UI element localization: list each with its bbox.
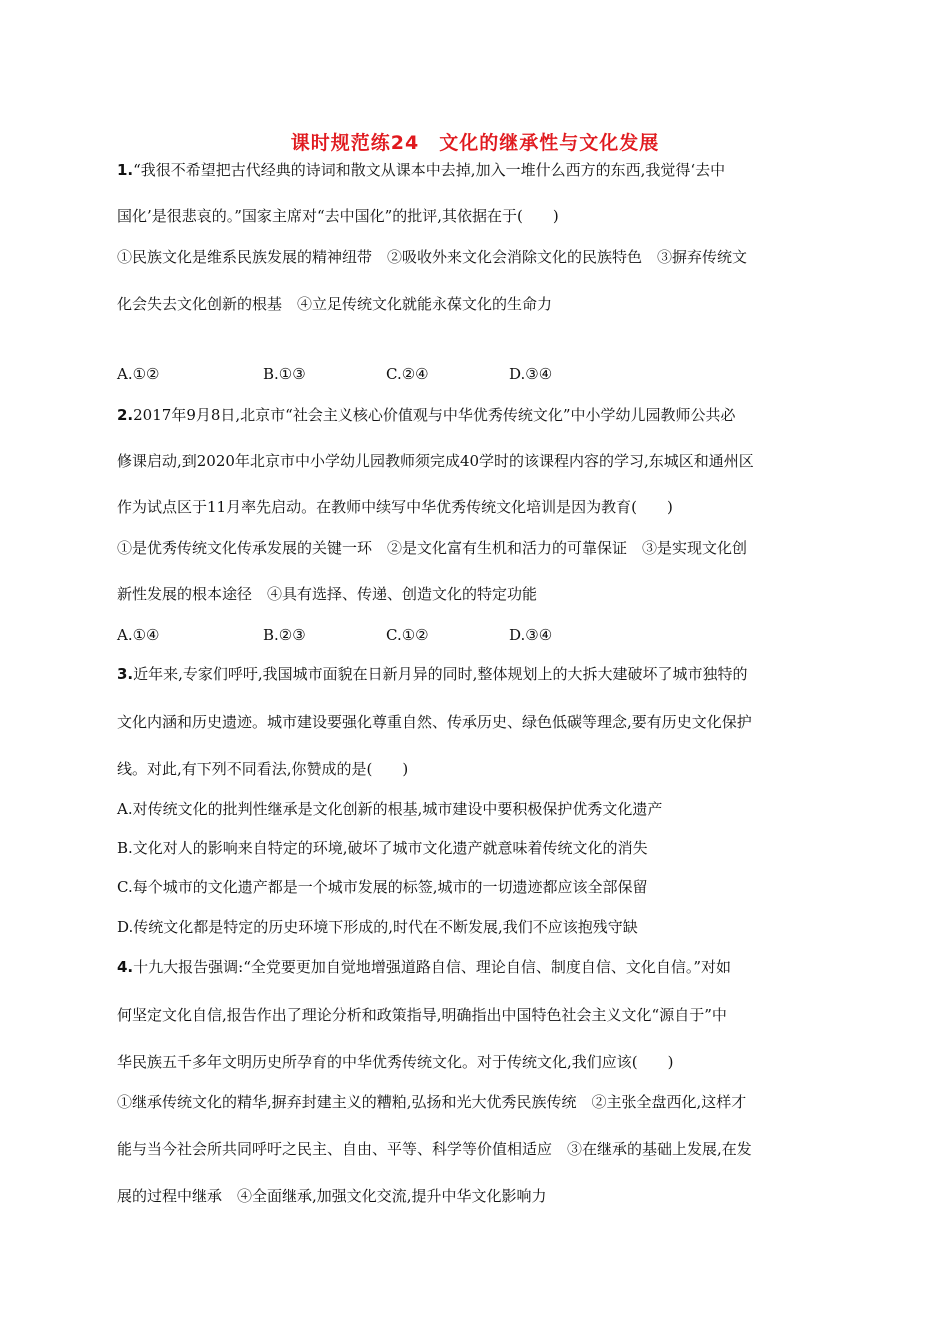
- question-2-line-1: 2.2017年9月8日,北京市“社会主义核心价值观与中华优秀传统文化”中小学幼儿园教师公共必: [117, 406, 736, 424]
- question-1-line-3: ①民族文化是维系民族发展的精神纽带 ②吸收外来文化会消除文化的民族特色 ③摒弃传统文: [117, 248, 748, 266]
- question-1-option-b: B.①③: [263, 365, 306, 383]
- question-3-option-d: D.传统文化都是特定的历史环境下形成的,时代在不断发展,我们不应该抱残守缺: [117, 918, 638, 936]
- question-4-line-4: ①继承传统文化的精华,摒弃封建主义的糟粕,弘扬和光大优秀民族传统 ②主张全盘西化,这样才: [117, 1093, 747, 1111]
- question-4-number: 4.: [117, 958, 134, 976]
- question-1-line-4: 化会失去文化创新的根基 ④立足传统文化就能永葆文化的生命力: [117, 295, 553, 313]
- question-1-number: 1.: [117, 161, 134, 179]
- question-1-line-2: 国化’是很悲哀的。”国家主席对“去中国化”的批评,其依据在于( ): [117, 207, 559, 225]
- question-1-option-d: D.③④: [509, 365, 553, 383]
- question-4-line-5: 能与当今社会所共同呼吁之民主、自由、平等、科学等价值相适应 ③在继承的基础上发展,在发: [117, 1140, 752, 1158]
- page-title: 课时规范练24 文化的继承性与文化发展: [290, 132, 660, 154]
- question-2-line-3: 作为试点区于11月率先启动。在教师中续写中华优秀传统文化培训是因为教育( ): [117, 498, 673, 516]
- question-1-option-c: C.②④: [386, 365, 429, 383]
- question-2-option-b: B.②③: [263, 626, 306, 644]
- question-2-line-5: 新性发展的根本途径 ④具有选择、传递、创造文化的特定功能: [117, 585, 538, 603]
- question-4-line-1: 4.十九大报告强调:“全党要更加自觉地增强道路自信、理论自信、制度自信、文化自信。”对如: [117, 958, 732, 976]
- question-3-number: 3.: [117, 665, 134, 683]
- question-3-line-3: 线。对此,有下列不同看法,你赞成的是( ): [117, 760, 409, 778]
- question-2-option-d: D.③④: [509, 626, 553, 644]
- question-3-option-c: C.每个城市的文化遗产都是一个城市发展的标签,城市的一切遗迹都应该全部保留: [117, 878, 648, 896]
- question-1-line-1: 1.“我很不希望把古代经典的诗词和散文从课本中去掉,加入一堆什么西方的东西,我觉得‘去中: [117, 161, 726, 179]
- question-3-option-b: B.文化对人的影响来自特定的环境,破坏了城市文化遗产就意味着传统文化的消失: [117, 839, 648, 857]
- question-3-line-1: 3.近年来,专家们呼吁,我国城市面貌在日新月异的同时,整体规划上的大拆大建破坏了城市独特的: [117, 665, 748, 683]
- question-2-option-a: A.①④: [117, 626, 160, 644]
- question-2-number: 2.: [117, 406, 134, 424]
- question-2-option-c: C.①②: [386, 626, 429, 644]
- question-3-line-2: 文化内涵和历史遗迹。城市建设要强化尊重自然、传承历史、绿色低碳等理念,要有历史文化保护: [117, 713, 752, 731]
- question-3-option-a: A.对传统文化的批判性继承是文化创新的根基,城市建设中要积极保护优秀文化遗产: [117, 800, 663, 818]
- question-2-line-4: ①是优秀传统文化传承发展的关键一环 ②是文化富有生机和活力的可靠保证 ③是实现文化创: [117, 539, 748, 557]
- question-1-option-a: A.①②: [117, 365, 160, 383]
- question-2-line-2: 修课启动,到2020年北京市中小学幼儿园教师须完成40学时的该课程内容的学习,东城区和通州区: [117, 452, 754, 470]
- question-4-line-2: 何坚定文化自信,报告作出了理论分析和政策指导,明确指出中国特色社会主义文化“源自于”中: [117, 1006, 727, 1024]
- question-4-line-3: 华民族五千多年文明历史所孕育的中华优秀传统文化。对于传统文化,我们应该( ): [117, 1053, 674, 1071]
- question-4-line-6: 展的过程中继承 ④全面继承,加强文化交流,提升中华文化影响力: [117, 1187, 547, 1205]
